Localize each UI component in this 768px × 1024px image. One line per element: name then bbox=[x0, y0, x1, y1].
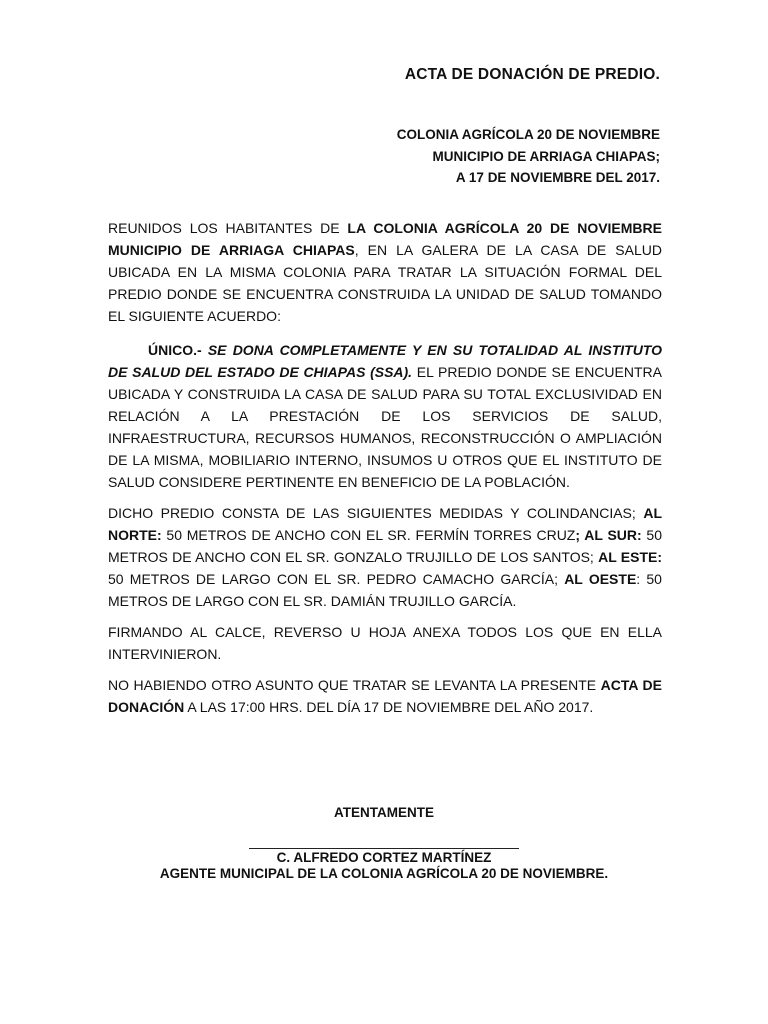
text-run: 50 METROS DE LARGO CON EL SR. PEDRO CAMACHO GARCÍA; bbox=[108, 571, 565, 587]
text-run: 50 METROS DE ANCHO CON EL SR. GONZALO TRUJILLO DE LOS SANTOS; bbox=[108, 527, 663, 565]
paragraph-closure bbox=[108, 674, 662, 718]
bold-run: ; AL SUR: bbox=[575, 527, 642, 543]
text-run: , EN LA GALERA DE LA CASA DE SALUD UBICADA EN LA MISMA COLONIA PARA TRATAR LA SITUACIÓN FORMAL DEL PREDIO DONDE SE ENCUENTRA CONSTRUIDA LA UNIDAD DE SALUD TOMANDO EL SIGUIENTE ACUERDO: bbox=[108, 242, 662, 324]
bold-italic-run: SE DONA COMPLETAMENTE Y EN SU TOTALIDAD AL INSTITUTO DE SALUD DEL ESTADO DE CHIAPAS (SSA). bbox=[108, 342, 662, 380]
text-run: A LAS 17:00 HRS. DEL DÍA 17 DE NOVIEMBRE DEL AÑO 2017. bbox=[184, 699, 594, 715]
bold-run: AL ESTE: bbox=[598, 549, 662, 565]
signature-line bbox=[249, 848, 519, 849]
text-run: REUNIDOS LOS HABITANTES DE bbox=[108, 220, 348, 236]
paragraph-boundaries bbox=[108, 502, 662, 612]
text-run: 50 METROS DE ANCHO CON EL SR. FERMÍN TORRES CRUZ bbox=[161, 527, 576, 543]
bold-run: AL NORTE: bbox=[108, 505, 662, 543]
closing-text: ATENTAMENTE bbox=[334, 805, 434, 820]
location-date-block bbox=[108, 124, 660, 189]
paragraph-agreement bbox=[108, 339, 662, 493]
signer-role: AGENTE MUNICIPAL DE LA COLONIA AGRÍCOLA 20 DE NOVIEMBRE. bbox=[159, 866, 609, 881]
text-run: EL PREDIO DONDE SE ENCUENTRA UBICADA Y CONSTRUIDA LA CASA DE SALUD PARA SU TOTAL EXCLUSIVIDAD EN RELACIÓN A LA PRESTACIÓN DE LOS SERVICIOS DE SALUD, INFRAESTRUCTURA, RECURSOS HUMANOS, RECONSTRUCCIÓN O AMPLIACIÓN DE LA MISMA, MOBILIARIO INTERNO, INSUMOS U OTROS QUE EL INSTITUTO DE SALUD CONSIDERE PERTINENTE EN BENEFICIO DE LA POBLACIÓN. bbox=[108, 364, 662, 490]
bold-run: LA COLONIA AGRÍCOLA 20 DE NOVIEMBRE MUNICIPIO DE ARRIAGA CHIAPAS bbox=[108, 220, 662, 258]
document-title: ACTA DE DONACIÓN DE PREDIO. bbox=[404, 66, 660, 83]
date-line: A 17 DE NOVIEMBRE DEL 2017. bbox=[455, 170, 660, 185]
text-run: : 50 METROS DE LARGO CON EL SR. DAMIÁN TRUJILLO GARCÍA. bbox=[108, 571, 662, 609]
bold-run: AL OESTE bbox=[564, 571, 637, 587]
document-body bbox=[108, 217, 662, 727]
signer-name: C. ALFREDO CORTEZ MARTÍNEZ bbox=[276, 850, 492, 865]
location-line: COLONIA AGRÍCOLA 20 DE NOVIEMBRE bbox=[396, 127, 660, 142]
text-run: NO HABIENDO OTRO ASUNTO QUE TRATAR SE LEVANTA LA PRESENTE bbox=[108, 677, 601, 693]
bold-run: ÚNICO.- bbox=[148, 342, 208, 358]
signer-block bbox=[0, 850, 768, 882]
bold-run: ACTA DE DONACIÓN bbox=[108, 677, 662, 715]
paragraph-intro bbox=[108, 217, 662, 327]
text-run: DICHO PREDIO CONSTA DE LAS SIGUIENTES MEDIDAS Y COLINDANCIAS; bbox=[108, 505, 644, 521]
closing-salutation bbox=[0, 805, 768, 820]
paragraph-signing: FIRMANDO AL CALCE, REVERSO U HOJA ANEXA TODOS LOS QUE EN ELLA INTERVINIERON. bbox=[108, 624, 662, 662]
location-line: MUNICIPIO DE ARRIAGA CHIAPAS; bbox=[432, 148, 660, 164]
